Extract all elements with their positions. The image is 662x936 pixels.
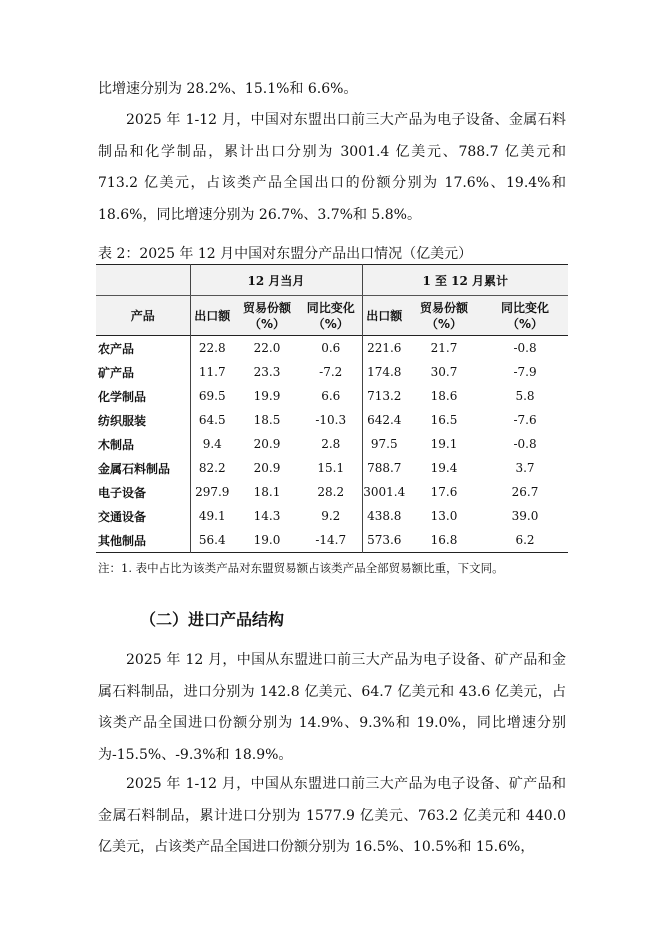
cell-cumulative-change: -0.8 [513,341,537,355]
cell-month-change: -7.2 [300,360,362,384]
column-header-month-share [234,296,300,336]
section-heading: （二）进口产品结构 [140,610,285,629]
column-header-cumulative-export: 出口额 [362,296,406,336]
cell-cumulative-export: 642.4 [367,413,402,427]
cell-month-change: 2.8 [300,432,362,456]
cell-cumulative-change: -7.6 [513,413,537,427]
cell-cumulative-export: 438.8 [367,509,402,523]
row-product-name: 交通设备 [96,504,190,528]
cell-month-change: -14.7 [300,528,362,553]
cell-cumulative-change: 26.7 [511,485,539,499]
cell-cumulative-export: 3001.4 [363,485,406,499]
table-row [96,360,568,384]
paragraph-import-annual: 2025 年 1-12 月，中国从东盟进口前三大产品为电子设备、矿产品和金属石料制品，累计进口分别为 1577.9 亿美元、763.2 亿美元和 440.0 亿美元，占该类产品全国进口份额分别为 16.5%、10.5%和 15.6%， [98,776,566,855]
cell-month-change: 6.6 [300,384,362,408]
cell-month-change: 0.6 [300,336,362,361]
table-row [96,384,568,408]
cell-cumulative-export: 174.8 [367,365,402,379]
cell-cumulative-share: 19.1 [430,437,458,451]
row-product-name: 农产品 [96,336,190,361]
cell-month-change: 28.2 [300,480,362,504]
cell-cumulative-share: 18.6 [430,389,458,403]
cell-month-export: 56.4 [198,533,226,547]
table-note: 注：1. 表中占比为该类产品对东盟贸易额占该类产品全部贸易额比重，下文同。 [98,561,504,575]
cell-cumulative-share: 21.7 [430,341,458,355]
export-by-product-table [96,264,568,553]
cell-cumulative-export: 713.2 [367,389,402,403]
row-product-name: 矿产品 [96,360,190,384]
cell-cumulative-export: 97.5 [370,437,398,451]
share-label: 贸易份额 [242,300,291,315]
cell-month-export: 49.1 [198,509,226,523]
change-label: 同比变化 [501,300,550,315]
cell-month-export: 22.8 [198,341,226,355]
cell-month-share: 23.3 [253,365,281,379]
share-label: 贸易份额 [419,300,468,315]
cell-month-export: 11.7 [198,365,226,379]
change-label: 同比变化 [306,300,355,315]
cell-month-share: 20.9 [253,461,281,475]
column-header-product: 产品 [96,296,190,336]
cell-month-export: 64.5 [198,413,226,427]
row-product-name: 木制品 [96,432,190,456]
cell-month-change: -10.3 [300,408,362,432]
cell-cumulative-export: 573.6 [367,533,402,547]
cell-cumulative-change: 3.7 [515,461,535,475]
cell-cumulative-change: -0.8 [513,437,537,451]
cell-month-share: 22.0 [253,341,281,355]
column-header-month-export: 出口额 [190,296,234,336]
table-row [96,528,568,553]
cell-month-export: 9.4 [202,437,222,451]
cell-month-share: 20.9 [253,437,281,451]
cell-month-export: 297.9 [195,485,230,499]
cell-cumulative-share: 30.7 [430,365,458,379]
change-unit: （%） [507,316,544,331]
table-row [96,504,568,528]
cell-cumulative-export: 221.6 [367,341,402,355]
cell-cumulative-share: 19.4 [430,461,458,475]
cell-cumulative-export: 788.7 [367,461,402,475]
row-product-name: 其他制品 [96,528,190,553]
group-header-month: 12 月当月 [190,265,362,296]
table-row [96,336,568,361]
cell-cumulative-change: 39.0 [511,509,539,523]
cell-month-share: 18.5 [253,413,281,427]
cell-cumulative-share: 16.8 [430,533,458,547]
cell-cumulative-change: -7.9 [513,365,537,379]
cell-month-change: 15.1 [300,456,362,480]
table-caption: 表 2：2025 年 12 月中国对东盟分产品出口情况（亿美元） [98,246,473,262]
cell-cumulative-change: 6.2 [515,533,535,547]
cell-month-share: 19.0 [253,533,281,547]
cell-cumulative-share: 17.6 [430,485,458,499]
cell-cumulative-share: 13.0 [430,509,458,523]
paragraph-import-december: 2025 年 12 月，中国从东盟进口前三大产品为电子设备、矿产品和金属石料制品，进口分别为 142.8 亿美元、64.7 亿美元和 43.6 亿美元，占该类产品全国进口份额分别为 14.9%、9.3%和 19.0%，同比增速分别为-15.5%、-9.3%和 18.9%。 [98,652,566,763]
row-product-name: 电子设备 [96,480,190,504]
column-header-month-change [300,296,362,336]
cell-cumulative-change: 5.8 [515,389,535,403]
row-product-name: 金属石料制品 [96,456,190,480]
share-unit: （%） [248,316,286,331]
paragraph-export-annual: 2025 年 1-12 月，中国对东盟出口前三大产品为电子设备、金属石料制品和化学制品，累计出口分别为 3001.4 亿美元、788.7 亿美元和 713.2 亿美元，占该类产品全国出口的份额分别为 17.6%、19.4%和 18.6%，同比增速分别为 26.7%、3.7%和 5.8%。 [98,112,566,223]
column-header-cumulative-share [406,296,482,336]
row-product-name: 纺织服装 [96,408,190,432]
cell-month-export: 82.2 [198,461,226,475]
column-header-cumulative-change [482,296,568,336]
group-header-cumulative: 1 至 12 月累计 [362,265,568,296]
cell-month-share: 14.3 [253,509,281,523]
row-product-name: 化学制品 [96,384,190,408]
cell-month-change: 9.2 [300,504,362,528]
share-unit: （%） [425,316,463,331]
header-blank-cell [96,265,190,296]
table-row [96,432,568,456]
paragraph-continuation: 比增速分别为 28.2%、15.1%和 6.6%。 [98,81,358,97]
cell-month-share: 18.1 [253,485,281,499]
change-unit: （%） [312,316,349,331]
cell-cumulative-share: 16.5 [430,413,458,427]
table-row [96,408,568,432]
cell-month-share: 19.9 [253,389,281,403]
table-row [96,456,568,480]
cell-month-export: 69.5 [198,389,226,403]
table-row [96,480,568,504]
